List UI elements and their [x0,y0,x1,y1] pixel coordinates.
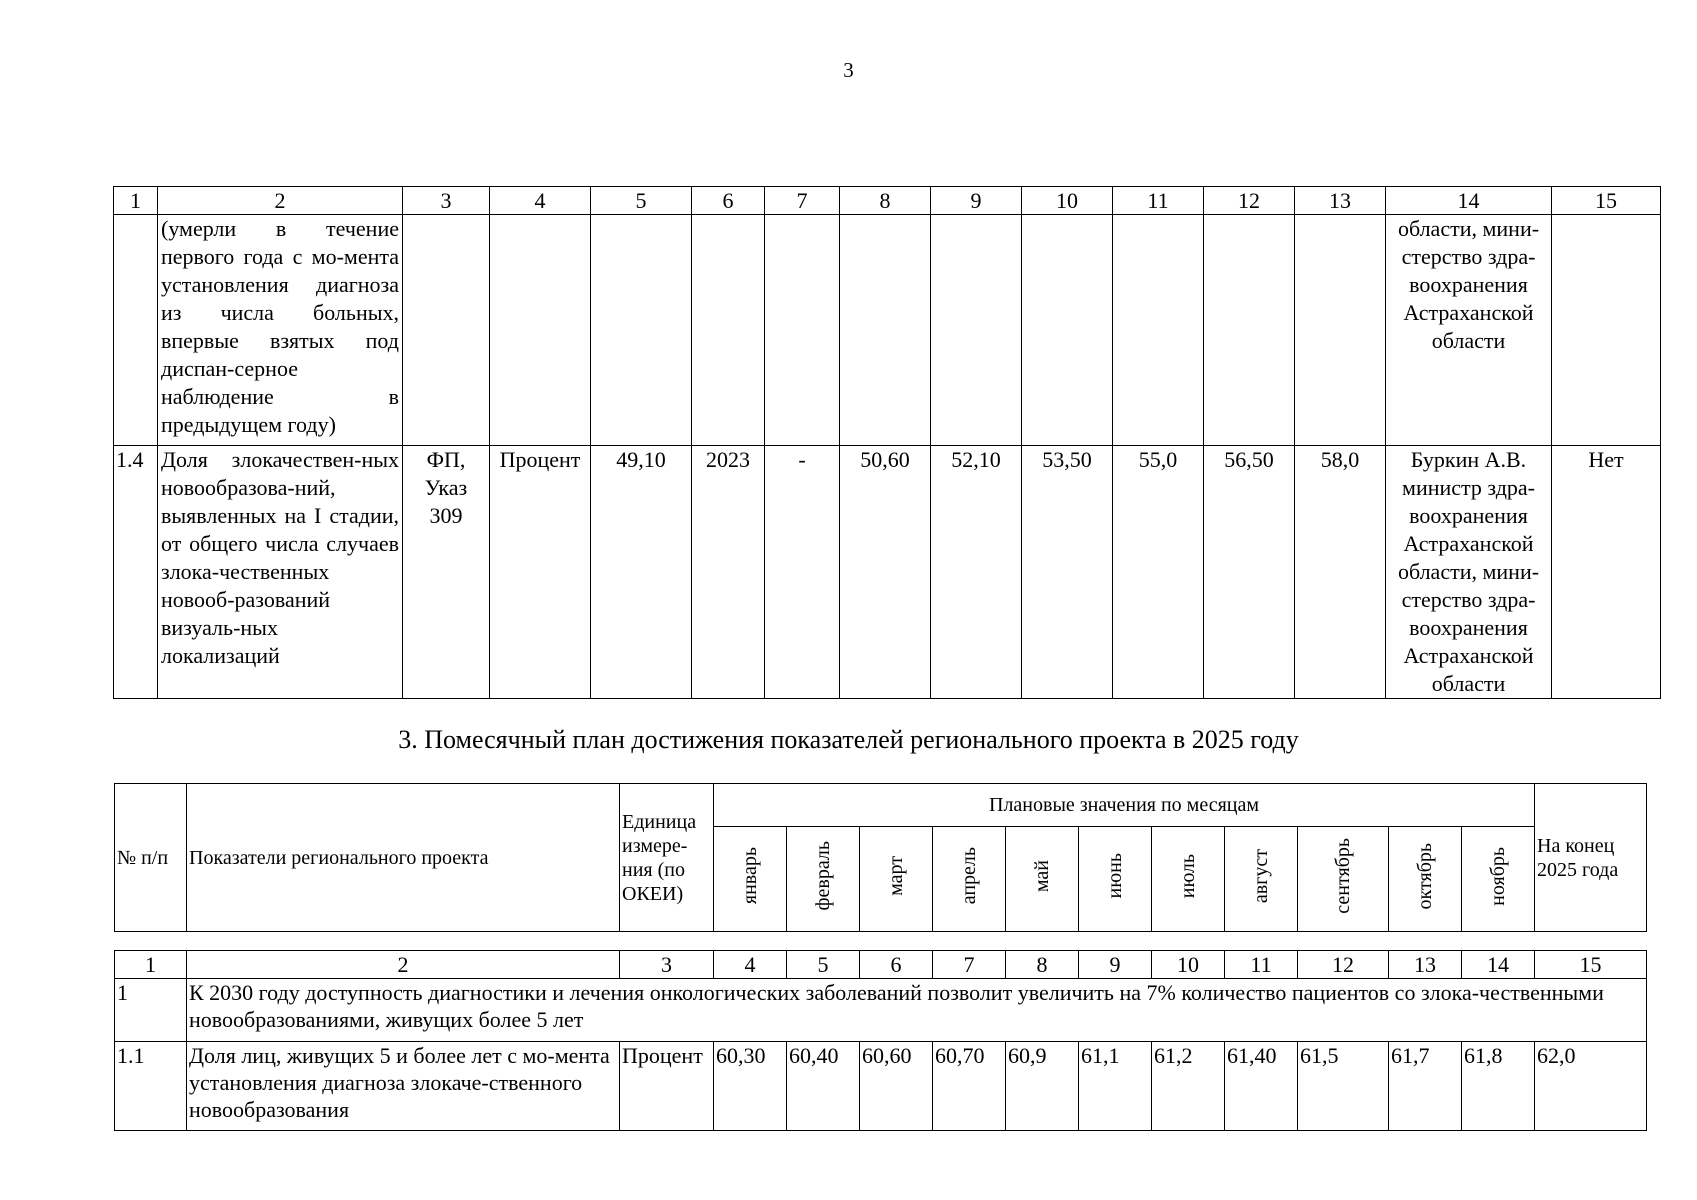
empty-cell [840,215,931,446]
column-number: 10 [1152,951,1225,979]
month-label: июль [1177,853,1199,899]
month-value-cell: 61,5 [1298,1042,1389,1131]
base-year-cell: 2023 [692,446,765,699]
month-value-cell: 60,40 [787,1042,860,1131]
month-header [787,827,860,932]
column-number: 8 [1006,951,1079,979]
unit-cell: Процент [620,1042,714,1131]
month-label: апрель [958,847,980,905]
month-label: октябрь [1414,842,1436,910]
unit-cell: Процент [490,446,591,699]
column-number: 11 [1113,187,1204,215]
column-number: 14 [1386,187,1552,215]
column-number: 4 [490,187,591,215]
indicator-level-cell: ФП, Указ 309 [403,446,490,699]
goal-text-cell: К 2030 году доступность диагностики и лечения онкологических заболеваний позволит увеличить на 7% количество пациентов со злока-чественными новообразованиями, живущих более 5 лет [187,979,1647,1042]
month-header [1152,827,1225,932]
value-cell: 52,10 [931,446,1022,699]
month-value-cell: 61,40 [1225,1042,1298,1131]
month-value-cell: 60,9 [1006,1042,1079,1131]
months-group-header: Плановые значения по месяцам [714,784,1535,827]
col-number-header: № п/п [115,784,187,932]
month-value-cell: 61,1 [1079,1042,1152,1131]
month-value-cell: 61,2 [1152,1042,1225,1131]
month-value-cell: 61,8 [1462,1042,1535,1131]
month-value-cell: 60,60 [860,1042,933,1131]
month-label: март [885,856,907,896]
column-number: 13 [1389,951,1462,979]
section-title: 3. Помесячный план достижения показателей регионального проекта в 2025 году [398,725,1299,754]
value-cell: 53,50 [1022,446,1113,699]
month-label: май [1031,859,1053,893]
column-number: 3 [620,951,714,979]
end-value-cell: 62,0 [1535,1042,1647,1131]
responsible-cell: Буркин А.В. министр здра-воохранения Астраханской области, мини-стерство здра-воохранения Астраханской области [1386,446,1552,699]
indicators-table [113,186,1661,699]
month-label: январь [739,847,761,905]
column-number: 4 [714,951,787,979]
empty-cell [692,215,765,446]
empty-cell [765,215,840,446]
month-header [1006,827,1079,932]
empty-cell [1022,215,1113,446]
month-header [1298,827,1389,932]
month-label: август [1250,848,1272,904]
month-label: ноябрь [1487,846,1510,906]
value-cell: 56,50 [1204,446,1295,699]
month-label: февраль [812,841,834,911]
month-label: сентябрь [1332,838,1354,914]
column-number: 9 [931,187,1022,215]
base-value-cell: 49,10 [591,446,692,699]
table-row [115,1042,1647,1131]
table-header-row [115,951,1647,979]
empty-cell [1552,215,1661,446]
row-number-cell: 1.4 [114,446,158,699]
empty-cell [1113,215,1204,446]
col-end-year-header: На конец 2025 года [1535,784,1647,932]
row-number-cell [114,215,158,446]
column-number: 7 [765,187,840,215]
column-number: 5 [787,951,860,979]
value-cell: Нет [1552,446,1661,699]
column-number: 7 [933,951,1006,979]
month-value-cell: 60,30 [714,1042,787,1131]
indicator-name-cell: Доля злокачествен-ных новообразова-ний, выявленных на I стадии, от общего числа случаев злока-чественных новооб-разований визуаль-ных локализаций [158,446,403,699]
month-value-cell: 61,7 [1389,1042,1462,1131]
empty-cell [490,215,591,446]
value-cell: - [765,446,840,699]
column-number: 2 [158,187,403,215]
column-number: 5 [591,187,692,215]
empty-cell [1295,215,1386,446]
empty-cell [591,215,692,446]
value-cell: 50,60 [840,446,931,699]
column-number: 3 [403,187,490,215]
column-number: 12 [1204,187,1295,215]
header-row-top [115,784,1647,827]
empty-cell [403,215,490,446]
column-number: 11 [1225,951,1298,979]
month-header [933,827,1006,932]
column-number: 9 [1079,951,1152,979]
indicator-name-continuation: (умерли в течение первого года с мо-мента установления диагноза из числа больных, впервые взятых под диспан-серное наблюдение в предыдущем году) [158,215,403,446]
column-number: 2 [187,951,620,979]
column-number: 12 [1298,951,1389,979]
month-header [1462,827,1535,932]
column-number: 1 [115,951,187,979]
goal-row [115,979,1647,1042]
month-header [1225,827,1298,932]
column-number: 14 [1462,951,1535,979]
column-number: 6 [860,951,933,979]
month-header [860,827,933,932]
month-value-cell: 60,70 [933,1042,1006,1131]
value-cell: 55,0 [1113,446,1204,699]
column-number: 15 [1535,951,1647,979]
indicator-name-cell: Доля лиц, живущих 5 и более лет с мо-мента установления диагноза злокаче-ственного новообразования [187,1042,620,1131]
column-number: 13 [1295,187,1386,215]
table-row [114,446,1661,699]
row-number-cell: 1.1 [115,1042,187,1131]
empty-cell [931,215,1022,446]
table-row [114,215,1661,446]
column-number: 1 [114,187,158,215]
col-indicator-header: Показатели регионального проекта [187,784,620,932]
month-header [1389,827,1462,932]
column-number: 10 [1022,187,1113,215]
month-header [714,827,787,932]
column-number: 6 [692,187,765,215]
page-number: 3 [843,58,854,82]
monthly-plan-table [114,950,1647,1131]
table-header-row [114,187,1661,215]
responsible-continuation: области, мини-стерство здра-воохранения Астраханской области [1386,215,1552,446]
monthly-plan-header-table [114,783,1647,932]
value-cell: 58,0 [1295,446,1386,699]
column-number: 15 [1552,187,1661,215]
month-header [1079,827,1152,932]
col-unit-header: Единица измере-ния (по ОКЕИ) [620,784,714,932]
month-label: июнь [1104,853,1126,899]
column-number: 8 [840,187,931,215]
row-number-cell: 1 [115,979,187,1042]
empty-cell [1204,215,1295,446]
